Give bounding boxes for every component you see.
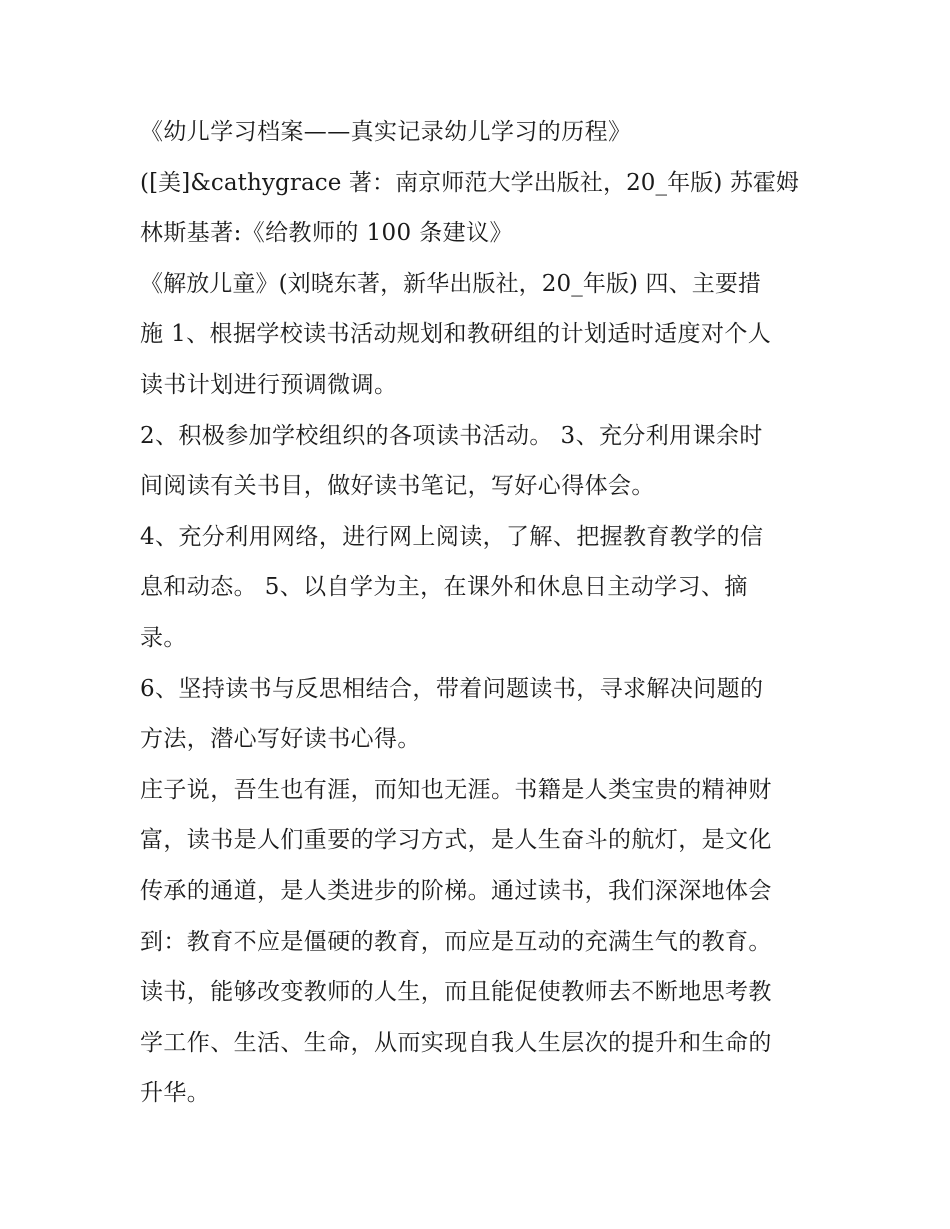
text-line: 施 1、根据学校读书活动规划和教研组的计划适时适度对个人 [140, 321, 772, 348]
text-line: 升华。 [140, 1080, 211, 1107]
text-line: 富，读书是人们重要的学习方式，是人生奋斗的航灯，是文化 [140, 827, 772, 854]
text-line: 读书，能够改变教师的人生，而且能促使教师去不断地思考教 [140, 979, 772, 1006]
text-line: 庄子说，吾生也有涯，而知也无涯。书籍是人类宝贵的精神财 [140, 776, 772, 803]
text-line: ([美]&cathygrace 著：南京师范大学出版社，20_年版) 苏霍姆 [140, 169, 800, 196]
document-page [140, 107, 820, 1119]
text-line: 息和动态。 5、以自学为主，在课外和休息日主动学习、摘 [140, 574, 748, 601]
text-line: 《幼儿学习档案——真实记录幼儿学习的历程》 [140, 119, 632, 145]
text-line: 传承的通道，是人类进步的阶梯。通过读书，我们深深地体会 [140, 877, 772, 904]
text-line: 间阅读有关书目，做好读书笔记，写好心得体会。 [140, 473, 655, 500]
text-line: 《解放儿童》(刘晓东著，新华出版社，20_年版) 四、主要措 [140, 270, 762, 297]
text-line: 录。 [140, 624, 187, 651]
text-line: 6、坚持读书与反思相结合，带着问题读书，寻求解决问题的 [140, 675, 764, 702]
text-line: 到：教育不应是僵硬的教育，而应是互动的充满生气的教育。 [140, 928, 772, 955]
text-line: 学工作、生活、生命，从而实现自我人生层次的提升和生命的 [140, 1029, 772, 1056]
text-line: 2、积极参加学校组织的各项读书活动。 3、充分利用课余时 [140, 422, 763, 449]
text-line: 方法，潜心写好读书心得。 [140, 726, 421, 753]
text-line: 4、充分利用网络，进行网上阅读，了解、把握教育教学的信 [140, 523, 764, 550]
text-line: 林斯基著:《给教师的 100 条建议》 [140, 220, 513, 247]
text-line: 读书计划进行预调微调。 [140, 371, 398, 398]
